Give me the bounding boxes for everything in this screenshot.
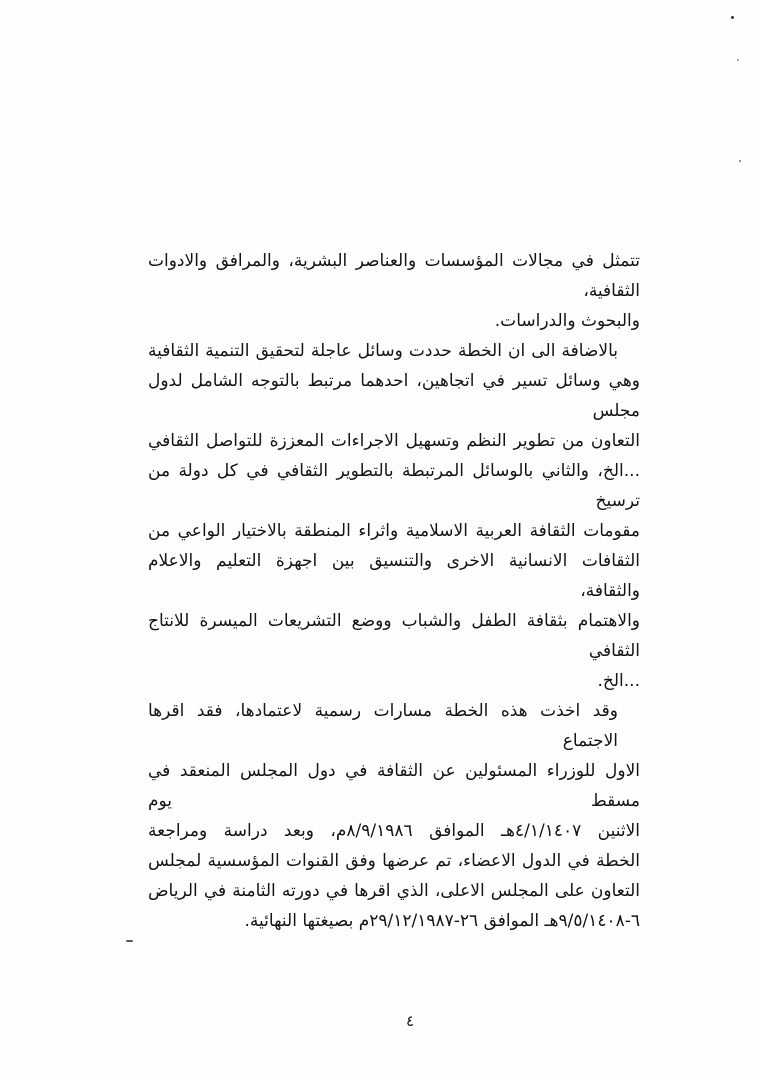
scan-artifact-dot <box>739 160 741 162</box>
text-line: والبحوث والدراسات. <box>494 311 640 331</box>
scan-artifact-dot <box>731 16 734 19</box>
page-number: ٤ <box>405 1012 415 1030</box>
text-line: التعاون على المجلس الاعلى، الذي اقرها في دورته الثامنة في الرياض <box>148 881 640 901</box>
text-line: بالاضافة الى ان الخطة حددت وسائل عاجلة لتحقيق التنمية الثقافية <box>148 341 618 361</box>
text-line: مقومات الثقافة العربية الاسلامية واثراء المنطقة بالاختيار الواعي من <box>148 521 640 541</box>
text-line: الاثنين ٤/١/١٤٠٧هـ الموافق ٨/٩/١٩٨٦م، وبعد دراسة ومراجعة <box>148 821 640 841</box>
text-line: وقد اخذت هذه الخطة مسارات رسمية لاعتمادها، فقد اقرها الاجتماع <box>148 701 618 751</box>
scan-artifact-dash <box>126 940 133 942</box>
text-line: الخطة في الدول الاعضاء، تم عرضها وفق القنوات المؤسسية لمجلس <box>148 851 640 871</box>
text-line: ...الخ، والثاني بالوسائل المرتبطة بالتطوير الثقافي في كل دولة من ترسيخ <box>148 461 640 511</box>
paragraph <box>148 246 640 336</box>
text-line: التعاون من تطوير النظم وتسهيل الاجراءات المعززة للتواصل الثقافي <box>148 431 640 451</box>
scan-artifact-dot <box>737 59 739 61</box>
text-line: وهي وسائل تسير في اتجاهين، احدهما مرتبط بالتوجه الشامل لدول مجلس <box>148 371 640 421</box>
paragraph <box>148 336 640 696</box>
text-line: الاول للوزراء المسئولين عن الثقافة في دول المجلس المنعقد في مسقط يوم <box>148 761 640 811</box>
text-line: ...الخ. <box>597 671 640 691</box>
text-block <box>148 246 640 936</box>
text-line: تتمثل في مجالات المؤسسات والعناصر البشرية، والمرافق والادوات الثقافية، <box>148 251 640 301</box>
text-line: ٦-٩/٥/١٤٠٨هـ الموافق ٢٦-٢٩/١٢/١٩٨٧م بصيغتها النهائية. <box>244 911 640 931</box>
text-line: والاهتمام بثقافة الطفل والشباب ووضع التشريعات الميسرة للانتاج الثقافي <box>148 611 640 661</box>
text-line: الثقافات الانسانية الاخرى والتنسيق بين اجهزة التعليم والاعلام والثقافة، <box>148 551 640 601</box>
paragraph <box>148 696 640 936</box>
